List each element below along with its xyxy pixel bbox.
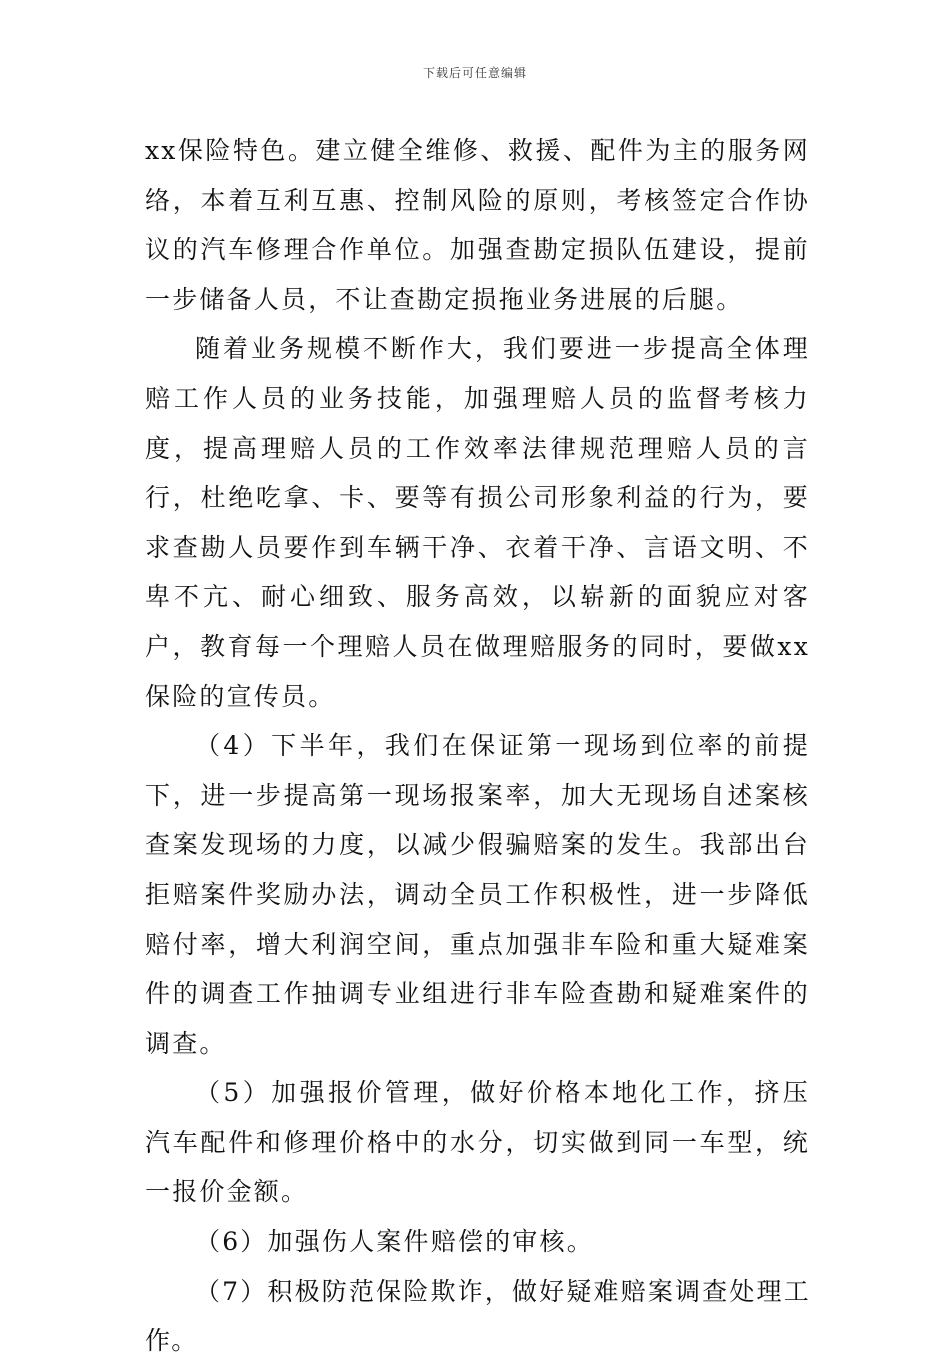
- paragraph-1: xx保险特色。建立健全维修、救援、配件为主的服务网络，本着互利互惠、控制风险的原则，考核签定合作协议的汽车修理合作单位。加强查勘定损队伍建设，提前一步储备人员，不让查勘定损拖业务进展的后腿。: [145, 136, 810, 314]
- paragraph-6: （7）积极防范保险欺诈，做好疑难赔案调查处理工作。: [145, 1276, 810, 1356]
- paragraph-5: （6）加强伤人案件赔偿的审核。: [195, 1227, 594, 1257]
- paragraph-2: 随着业务规模不断作大，我们要进一步提高全体理赔工作人员的业务技能，加强理赔人员的监督考核力度，提高理赔人员的工作效率法律规范理赔人员的言行，杜绝吃拿、卡、要等有损公司形象利益的行为，要求查勘人员要作到车辆干净、衣着干净、言语文明、不卑不亢、耐心细致、服务高效，以崭新的面貌应对客户，教育每一个理赔人员在做理赔服务的同时，要做xx保险的宣传员。: [145, 334, 810, 711]
- page-header: 下载后可任意编辑: [422, 66, 527, 80]
- paragraph-3: （4）下半年，我们在保证第一现场到位率的前提下，进一步提高第一现场报案率，加大无现场自述案核查案发现场的力度，以减少假骗赔案的发生。我部出台拒赔案件奖励办法，调动全员工作积极性，进一步降低赔付率，增大利润空间，重点加强非车险和重大疑难案件的调查工作抽调专业组进行非车险查勘和疑难案件的调查。: [145, 731, 810, 1058]
- document-body: [145, 126, 810, 1366]
- paragraph-4: （5）加强报价管理，做好价格本地化工作，挤压汽车配件和修理价格中的水分，切实做到同一车型，统一报价金额。: [145, 1078, 810, 1207]
